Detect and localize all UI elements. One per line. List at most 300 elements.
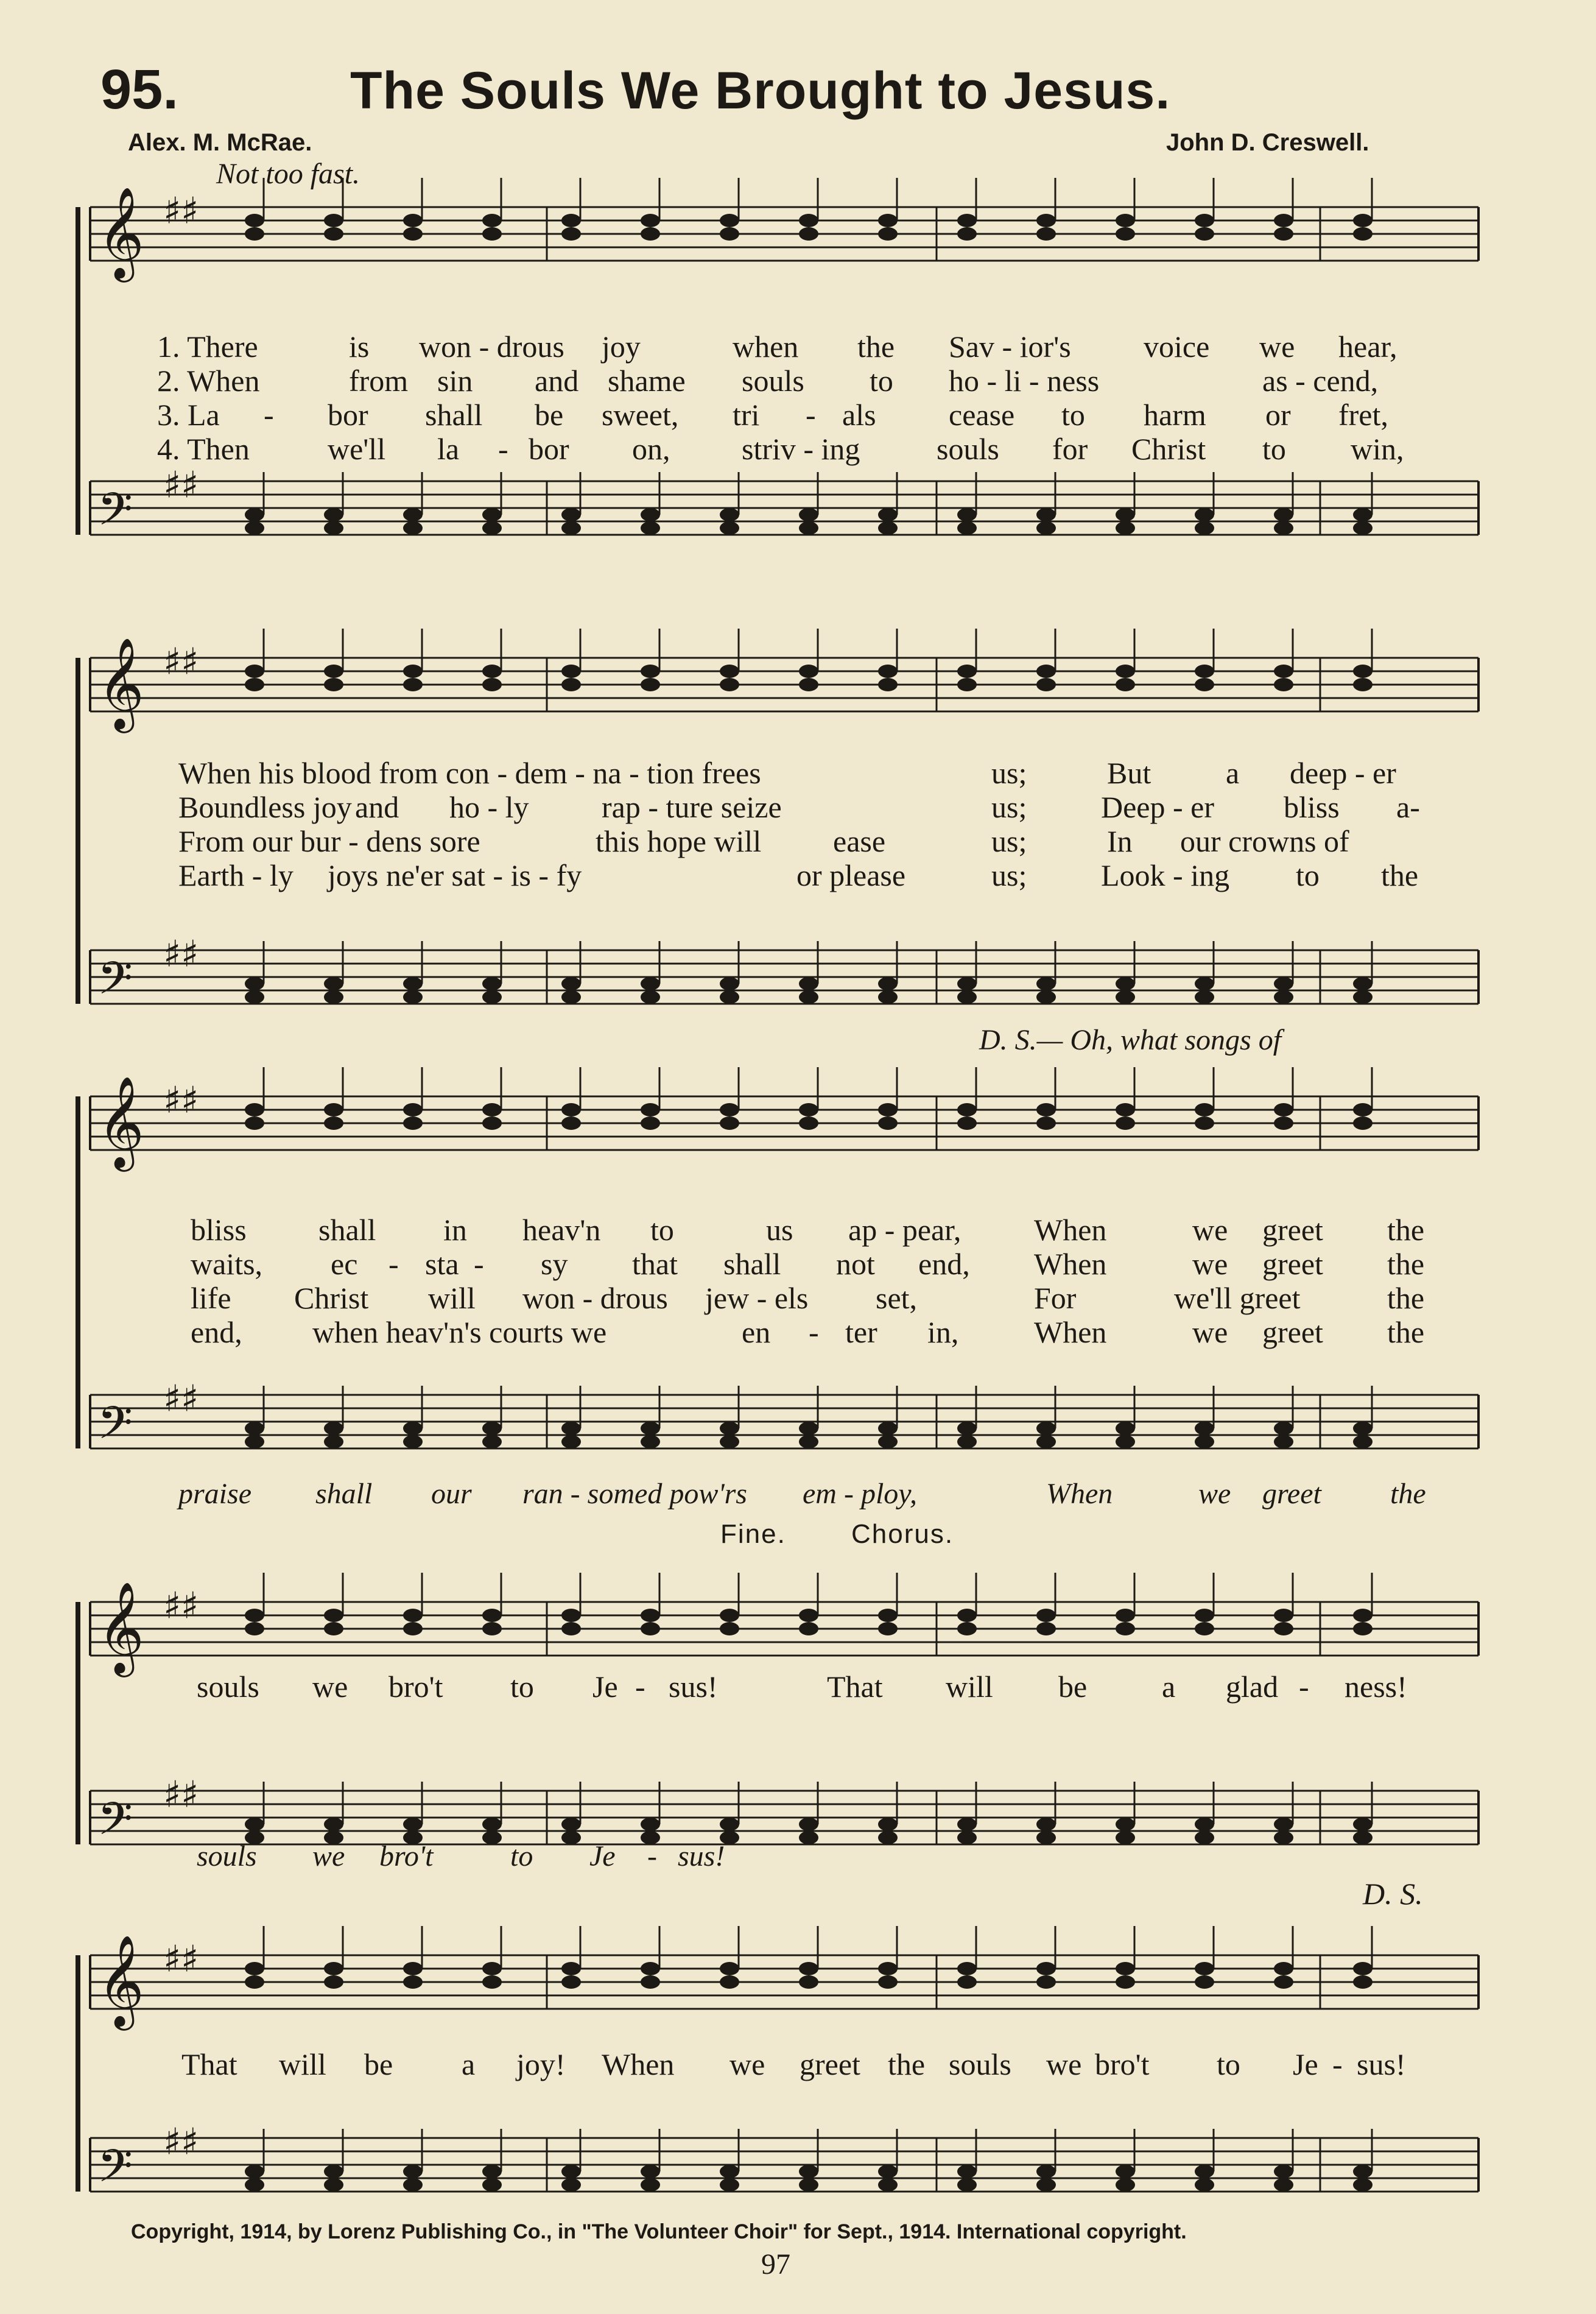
note-head bbox=[720, 508, 739, 521]
note-head bbox=[1195, 2178, 1214, 2192]
note-head bbox=[1116, 227, 1135, 241]
note-head bbox=[799, 1609, 818, 1622]
note-head bbox=[1353, 977, 1373, 990]
note-head bbox=[799, 1103, 818, 1116]
note-head bbox=[799, 678, 818, 691]
page-number: 97 bbox=[761, 2248, 790, 2280]
note-head bbox=[561, 977, 581, 990]
note-head bbox=[1274, 1103, 1293, 1116]
note-head bbox=[1195, 1116, 1214, 1130]
note-head bbox=[324, 1818, 343, 1831]
note-head bbox=[1036, 1622, 1056, 1635]
note-head bbox=[1036, 1422, 1056, 1435]
note-head bbox=[1036, 1818, 1056, 1831]
note-head bbox=[1195, 1622, 1214, 1635]
note-head bbox=[799, 214, 818, 227]
note-head bbox=[720, 2165, 739, 2178]
note-head bbox=[561, 214, 581, 227]
note-head bbox=[799, 990, 818, 1004]
note-head bbox=[641, 214, 660, 227]
note-head bbox=[1036, 678, 1056, 691]
note-head bbox=[324, 1622, 343, 1635]
note-head bbox=[245, 1975, 264, 1989]
note-head bbox=[799, 665, 818, 678]
note-head bbox=[799, 227, 818, 241]
note-head bbox=[878, 214, 898, 227]
note-head bbox=[878, 227, 898, 241]
note-head bbox=[482, 1435, 502, 1448]
note-head bbox=[1274, 508, 1293, 521]
note-head bbox=[878, 990, 898, 1004]
note-head bbox=[403, 214, 423, 227]
note-head bbox=[403, 990, 423, 1004]
note-head bbox=[245, 1422, 264, 1435]
music-system-5: D. S. 𝄞 ♯♯ 𝄢 ♯♯ That will be a joy! When we greet the souls we bro't to Je - sus! bbox=[72, 1876, 1478, 2217]
ds-marking: D. S. bbox=[1363, 1877, 1423, 1911]
note-head bbox=[720, 2178, 739, 2192]
tempo-marking: Not too fast. bbox=[216, 158, 360, 190]
bass-clef-icon: 𝄢 bbox=[97, 1397, 133, 1461]
note-head bbox=[641, 1435, 660, 1448]
note-head bbox=[403, 2178, 423, 2192]
note-head bbox=[1116, 1962, 1135, 1975]
key-signature-icon: ♯♯ bbox=[163, 1584, 199, 1628]
note-head bbox=[1116, 678, 1135, 691]
note-head bbox=[324, 1103, 343, 1116]
note-head bbox=[403, 1435, 423, 1448]
note-head bbox=[324, 1975, 343, 1989]
note-head bbox=[957, 1116, 977, 1130]
note-head bbox=[957, 508, 977, 521]
note-head bbox=[1274, 2165, 1293, 2178]
treble-clef-icon: 𝄞 bbox=[97, 1581, 144, 1673]
note-head bbox=[1274, 1962, 1293, 1975]
note-head bbox=[1353, 990, 1373, 1004]
note-head bbox=[957, 1103, 977, 1116]
note-head bbox=[641, 1609, 660, 1622]
note-head bbox=[641, 508, 660, 521]
note-head bbox=[482, 2165, 502, 2178]
note-head bbox=[1353, 1962, 1373, 1975]
note-head bbox=[482, 1103, 502, 1116]
note-head bbox=[561, 2165, 581, 2178]
note-head bbox=[957, 227, 977, 241]
note-head bbox=[403, 1975, 423, 1989]
note-head bbox=[641, 227, 660, 241]
note-head bbox=[1195, 665, 1214, 678]
note-head bbox=[1353, 1622, 1373, 1635]
note-head bbox=[561, 2178, 581, 2192]
note-head bbox=[1036, 2178, 1056, 2192]
note-head bbox=[1036, 990, 1056, 1004]
note-head bbox=[720, 977, 739, 990]
note-head bbox=[1274, 665, 1293, 678]
note-head bbox=[482, 214, 502, 227]
note-head bbox=[1036, 977, 1056, 990]
treble-staff bbox=[72, 1523, 1478, 1919]
note-head bbox=[1353, 227, 1373, 241]
note-head bbox=[482, 665, 502, 678]
note-head bbox=[403, 2165, 423, 2178]
note-head bbox=[324, 227, 343, 241]
note-head bbox=[1274, 1975, 1293, 1989]
note-head bbox=[561, 678, 581, 691]
note-head bbox=[1353, 1975, 1373, 1989]
note-head bbox=[561, 1422, 581, 1435]
note-head bbox=[720, 1975, 739, 1989]
note-head bbox=[799, 521, 818, 535]
note-head bbox=[245, 977, 264, 990]
note-head bbox=[1274, 1831, 1293, 1844]
note-head bbox=[403, 1609, 423, 1622]
note-head bbox=[1195, 227, 1214, 241]
note-head bbox=[1116, 665, 1135, 678]
note-head bbox=[878, 2165, 898, 2178]
note-head bbox=[1195, 2165, 1214, 2178]
note-head bbox=[1274, 227, 1293, 241]
note-head bbox=[482, 227, 502, 241]
note-head bbox=[1274, 1116, 1293, 1130]
note-head bbox=[245, 990, 264, 1004]
bass-clef-icon: 𝄢 bbox=[97, 1793, 133, 1857]
note-head bbox=[1353, 1435, 1373, 1448]
note-head bbox=[641, 665, 660, 678]
note-head bbox=[403, 227, 423, 241]
note-head bbox=[799, 1435, 818, 1448]
note-head bbox=[641, 1116, 660, 1130]
note-head bbox=[1353, 1422, 1373, 1435]
note-head bbox=[799, 2178, 818, 2192]
note-head bbox=[1353, 1116, 1373, 1130]
note-head bbox=[482, 990, 502, 1004]
note-head bbox=[641, 990, 660, 1004]
note-head bbox=[957, 2178, 977, 2192]
note-head bbox=[641, 1622, 660, 1635]
note-head bbox=[878, 678, 898, 691]
note-head bbox=[1274, 1609, 1293, 1622]
note-head bbox=[1353, 2178, 1373, 2192]
note-head bbox=[1195, 1103, 1214, 1116]
note-head bbox=[641, 521, 660, 535]
note-head bbox=[799, 1622, 818, 1635]
note-head bbox=[1116, 1116, 1135, 1130]
note-head bbox=[1195, 508, 1214, 521]
note-head bbox=[1274, 1818, 1293, 1831]
treble-clef-icon: 𝄞 bbox=[97, 637, 144, 729]
treble-clef-icon: 𝄞 bbox=[97, 1075, 144, 1168]
note-head bbox=[878, 977, 898, 990]
note-head bbox=[1116, 521, 1135, 535]
note-head bbox=[1116, 1422, 1135, 1435]
note-head bbox=[1195, 1962, 1214, 1975]
note-head bbox=[957, 1422, 977, 1435]
note-head bbox=[1274, 1422, 1293, 1435]
note-head bbox=[878, 1422, 898, 1435]
note-head bbox=[878, 521, 898, 535]
note-head bbox=[1195, 521, 1214, 535]
note-head bbox=[878, 1962, 898, 1975]
fine-marking: Fine. bbox=[720, 1519, 786, 1549]
note-head bbox=[878, 1103, 898, 1116]
key-signature-icon: ♯♯ bbox=[163, 464, 199, 507]
note-head bbox=[561, 1962, 581, 1975]
note-head bbox=[1274, 678, 1293, 691]
note-head bbox=[1036, 521, 1056, 535]
note-head bbox=[482, 1622, 502, 1635]
note-head bbox=[1274, 521, 1293, 535]
note-head bbox=[1195, 1609, 1214, 1622]
note-head bbox=[1036, 665, 1056, 678]
note-head bbox=[1036, 1103, 1056, 1116]
note-head bbox=[403, 1422, 423, 1435]
note-head bbox=[1195, 990, 1214, 1004]
note-head bbox=[482, 977, 502, 990]
note-head bbox=[482, 1831, 502, 1844]
note-head bbox=[245, 1435, 264, 1448]
note-head bbox=[1274, 2178, 1293, 2192]
note-head bbox=[403, 977, 423, 990]
composer: John D. Creswell. bbox=[1166, 129, 1369, 156]
note-head bbox=[641, 1975, 660, 1989]
bass-clef-icon: 𝄢 bbox=[97, 952, 133, 1016]
note-head bbox=[324, 977, 343, 990]
note-head bbox=[482, 521, 502, 535]
note-head bbox=[245, 1622, 264, 1635]
note-head bbox=[1353, 521, 1373, 535]
note-head bbox=[1116, 508, 1135, 521]
note-head bbox=[561, 1831, 581, 1844]
note-head bbox=[482, 1422, 502, 1435]
note-head bbox=[799, 1422, 818, 1435]
note-head bbox=[720, 665, 739, 678]
note-head bbox=[878, 1818, 898, 1831]
note-head bbox=[957, 1962, 977, 1975]
note-head bbox=[957, 990, 977, 1004]
key-signature-icon: ♯♯ bbox=[163, 1079, 199, 1122]
note-head bbox=[720, 1116, 739, 1130]
note-head bbox=[1036, 1609, 1056, 1622]
bass-clef-icon: 𝄢 bbox=[97, 483, 133, 547]
note-head bbox=[957, 2165, 977, 2178]
note-head bbox=[1353, 1103, 1373, 1116]
note-head bbox=[1036, 214, 1056, 227]
note-head bbox=[324, 521, 343, 535]
note-head bbox=[957, 1831, 977, 1844]
note-head bbox=[878, 508, 898, 521]
note-head bbox=[1195, 678, 1214, 691]
note-head bbox=[1116, 1818, 1135, 1831]
note-head bbox=[957, 1622, 977, 1635]
note-head bbox=[1353, 678, 1373, 691]
note-head bbox=[878, 2178, 898, 2192]
note-head bbox=[720, 990, 739, 1004]
note-head bbox=[957, 977, 977, 990]
note-head bbox=[561, 521, 581, 535]
note-head bbox=[957, 1975, 977, 1989]
note-head bbox=[1036, 1831, 1056, 1844]
note-head bbox=[720, 1622, 739, 1635]
note-head bbox=[561, 990, 581, 1004]
note-head bbox=[1116, 214, 1135, 227]
note-head bbox=[957, 1609, 977, 1622]
key-signature-icon: ♯♯ bbox=[163, 640, 199, 683]
note-head bbox=[957, 1818, 977, 1831]
note-head bbox=[720, 678, 739, 691]
lyricist: Alex. M. McRae. bbox=[128, 129, 312, 156]
note-head bbox=[1036, 1116, 1056, 1130]
treble-clef-icon: 𝄞 bbox=[97, 1934, 144, 2027]
note-head bbox=[1195, 1831, 1214, 1844]
note-head bbox=[641, 2178, 660, 2192]
note-head bbox=[1353, 2165, 1373, 2178]
note-head bbox=[1195, 1422, 1214, 1435]
note-head bbox=[482, 678, 502, 691]
note-head bbox=[482, 1962, 502, 1975]
note-head bbox=[720, 521, 739, 535]
note-head bbox=[403, 1116, 423, 1130]
note-head bbox=[878, 665, 898, 678]
note-head bbox=[720, 227, 739, 241]
note-head bbox=[1274, 990, 1293, 1004]
treble-clef-icon: 𝄞 bbox=[97, 186, 144, 278]
note-head bbox=[403, 1622, 423, 1635]
note-head bbox=[245, 2178, 264, 2192]
note-head bbox=[245, 678, 264, 691]
music-system-4: Fine. Chorus. 𝄞 ♯♯ 𝄢 ♯♯ souls we bro't to Je - sus! That will be a glad - ness! souls we bro't to Je - sus! bbox=[72, 1523, 1478, 1919]
note-head bbox=[245, 521, 264, 535]
note-head bbox=[799, 1818, 818, 1831]
note-head bbox=[561, 1609, 581, 1622]
note-head bbox=[245, 665, 264, 678]
note-head bbox=[561, 1975, 581, 1989]
note-head bbox=[1036, 1435, 1056, 1448]
note-head bbox=[1036, 2165, 1056, 2178]
note-head bbox=[324, 1422, 343, 1435]
note-head bbox=[561, 508, 581, 521]
note-head bbox=[403, 521, 423, 535]
note-head bbox=[1116, 2178, 1135, 2192]
note-head bbox=[799, 1975, 818, 1989]
staff-lines bbox=[78, 1573, 1478, 1857]
note-head bbox=[324, 2165, 343, 2178]
note-head bbox=[641, 2165, 660, 2178]
note-head bbox=[1195, 1975, 1214, 1989]
note-head bbox=[957, 521, 977, 535]
note-head bbox=[1195, 1818, 1214, 1831]
note-head bbox=[641, 1422, 660, 1435]
note-head bbox=[641, 977, 660, 990]
note-head bbox=[1353, 1831, 1373, 1844]
note-head bbox=[1353, 665, 1373, 678]
note-head bbox=[561, 665, 581, 678]
music-system-1: 𝄞 ♯♯ 𝄢 ♯♯ 1. There is won - drous joy when the Sav - ior's voice we hear, 2. When from sin and shame souls to ho - li - ness as - cend, 3. La - bor shall be sweet, tri - als cease to harm or fret, 4. Then we'll la - bor on, striv - ing souls for Christ to win, bbox=[72, 183, 1478, 579]
note-head bbox=[957, 665, 977, 678]
note-head bbox=[641, 678, 660, 691]
chorus-marking: Chorus. bbox=[851, 1519, 954, 1549]
note-head bbox=[1116, 1609, 1135, 1622]
note-head bbox=[1116, 2165, 1135, 2178]
note-head bbox=[1116, 977, 1135, 990]
note-head bbox=[561, 1103, 581, 1116]
note-head bbox=[799, 508, 818, 521]
note-head bbox=[324, 1116, 343, 1130]
note-head bbox=[641, 1818, 660, 1831]
note-head bbox=[324, 990, 343, 1004]
key-signature-icon: ♯♯ bbox=[163, 2120, 199, 2164]
note-head bbox=[720, 214, 739, 227]
key-signature-icon: ♯♯ bbox=[163, 933, 199, 976]
note-head bbox=[1116, 1435, 1135, 1448]
note-head bbox=[1274, 977, 1293, 990]
note-head bbox=[878, 1622, 898, 1635]
note-head bbox=[957, 1435, 977, 1448]
note-head bbox=[1353, 508, 1373, 521]
note-head bbox=[245, 214, 264, 227]
note-head bbox=[799, 1962, 818, 1975]
note-head bbox=[720, 1609, 739, 1622]
note-head bbox=[482, 1818, 502, 1831]
note-head bbox=[245, 1609, 264, 1622]
note-head bbox=[1353, 214, 1373, 227]
note-head bbox=[1116, 1975, 1135, 1989]
note-head bbox=[324, 1435, 343, 1448]
note-head bbox=[641, 1103, 660, 1116]
note-head bbox=[1195, 1435, 1214, 1448]
note-head bbox=[957, 214, 977, 227]
note-head bbox=[1274, 1435, 1293, 1448]
note-head bbox=[720, 1435, 739, 1448]
note-head bbox=[1274, 214, 1293, 227]
note-head bbox=[1274, 1622, 1293, 1635]
note-head bbox=[482, 1116, 502, 1130]
note-head bbox=[1116, 990, 1135, 1004]
note-head bbox=[720, 1422, 739, 1435]
note-head bbox=[324, 214, 343, 227]
note-head bbox=[1036, 1962, 1056, 1975]
note-head bbox=[403, 678, 423, 691]
note-head bbox=[482, 1975, 502, 1989]
note-head bbox=[245, 1818, 264, 1831]
note-head bbox=[1353, 1609, 1373, 1622]
note-head bbox=[1036, 1975, 1056, 1989]
note-head bbox=[403, 665, 423, 678]
key-signature-icon: ♯♯ bbox=[163, 1377, 199, 1420]
note-head bbox=[720, 1103, 739, 1116]
note-head bbox=[799, 977, 818, 990]
note-head bbox=[799, 1831, 818, 1844]
note-head bbox=[324, 2178, 343, 2192]
hymn-title: The Souls We Brought to Jesus. bbox=[350, 62, 1171, 120]
note-head bbox=[482, 1609, 502, 1622]
note-head bbox=[1116, 1103, 1135, 1116]
music-system-2: 𝄞 ♯♯ 𝄢 ♯♯ When his blood from con - dem - na - tion frees us; But a deep - er Boundless joy and ho - ly rap - ture seize us; Deep - er bliss a- From our bur - dens sore this hope will ease us; In our crowns of Earth - ly joys ne'er sat - is - fy or please us; Look - ing to the D. S.— Oh, what songs of bbox=[72, 633, 1478, 1029]
key-signature-icon: ♯♯ bbox=[163, 189, 199, 233]
note-head bbox=[799, 2165, 818, 2178]
note-head bbox=[561, 1622, 581, 1635]
note-head bbox=[245, 1103, 264, 1116]
note-head bbox=[245, 1116, 264, 1130]
note-head bbox=[720, 1818, 739, 1831]
note-head bbox=[1116, 1622, 1135, 1635]
note-head bbox=[324, 508, 343, 521]
note-head bbox=[324, 665, 343, 678]
note-head bbox=[561, 227, 581, 241]
note-head bbox=[561, 1435, 581, 1448]
note-head bbox=[878, 1435, 898, 1448]
note-head bbox=[403, 1818, 423, 1831]
note-head bbox=[957, 678, 977, 691]
note-head bbox=[1036, 508, 1056, 521]
